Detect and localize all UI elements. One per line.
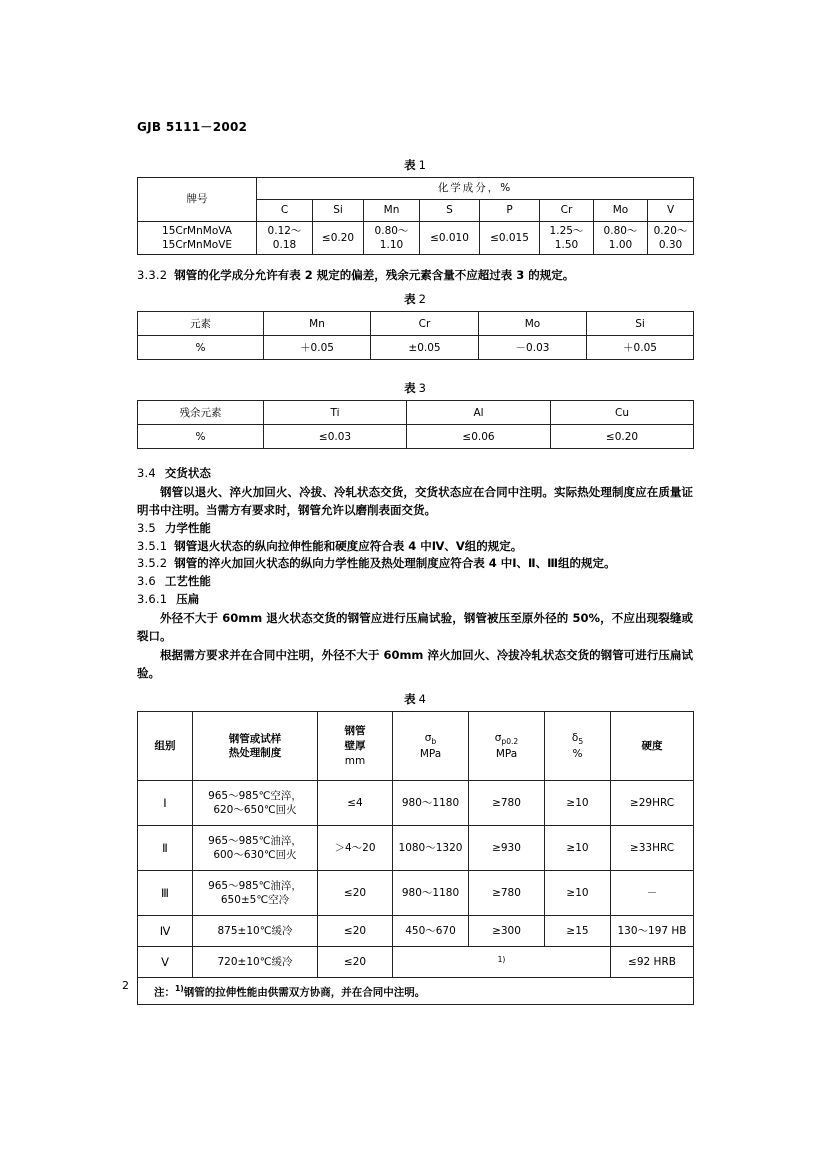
- table4-row-3-heat-treatment: [193, 871, 318, 916]
- clause-3-4-number: 3.4: [137, 466, 156, 481]
- table1-header-element-mo: Mo: [594, 200, 648, 222]
- table1-caption-number: 1: [418, 158, 426, 172]
- clause-3-3-2: [137, 267, 693, 285]
- table1-value-mn-min: 0.80～: [374, 225, 409, 237]
- table-row: [138, 401, 694, 425]
- table1-header-element-v: V: [648, 200, 694, 222]
- table4-header-sigma-p-symbol: $\sigma_{p0.2}$: [494, 732, 519, 747]
- clause-3-5-2-text: 钢管的淬火加回火状态的纵向力学性能及热处理制度应符合表 4 中Ⅰ、Ⅱ、Ⅲ组的规定。: [174, 556, 616, 571]
- table4-row-1-ht-line2: 620～650℃回火: [213, 804, 297, 817]
- clause-3-5-heading: [137, 520, 693, 538]
- table2-header-element: 元素: [138, 312, 264, 336]
- table4-header-sigma-p-unit: MPa: [495, 748, 518, 761]
- table1-value-v-min: 0.20～: [653, 225, 688, 237]
- table4-row-2-elongation: ≥10: [545, 826, 611, 871]
- table-row: [138, 871, 694, 916]
- table1-header-element-cr: Cr: [540, 200, 594, 222]
- table4-note: [138, 978, 694, 1005]
- table4-row-2-tensile: 1080～1320: [393, 826, 469, 871]
- table3-value-ti: ≤0.03: [264, 425, 407, 449]
- clause-3-5-2: [137, 555, 693, 573]
- table2-row-label-percent: %: [138, 336, 264, 360]
- table1-value-mo-min: 0.80～: [603, 225, 638, 237]
- table1-header-element-mn: Mn: [364, 200, 420, 222]
- table-row: [138, 222, 694, 255]
- table1-grade-a: 15CrMnMoVA: [162, 225, 232, 237]
- table-row: [138, 425, 694, 449]
- table1-value-c-max: 0.18: [272, 239, 297, 252]
- table4-row-5-wall: ≤20: [318, 947, 393, 978]
- table1-header-grade: 牌号: [138, 178, 257, 222]
- table4-header-heat-treatment-line2: 热处理制度: [228, 747, 282, 760]
- table3-caption-number: 3: [418, 381, 426, 396]
- table4-header-wall-line1: 钢管: [344, 725, 366, 738]
- table4-row-1-yield: ≥780: [469, 781, 545, 826]
- clause-3-3-2-number: 3.3.2: [137, 268, 168, 283]
- table-row: [138, 781, 694, 826]
- table3-header-cu: Cu: [551, 401, 694, 425]
- table4-header-group: 组别: [138, 712, 193, 781]
- table1-value-c: [257, 222, 313, 255]
- table2-caption-label: 表: [404, 292, 416, 307]
- table4-row-1-heat-treatment: [193, 781, 318, 826]
- table4-header-yield-strength: [469, 712, 545, 781]
- table4-row-5-heat-treatment: 720±10℃缓冷: [193, 947, 318, 978]
- table4-row-3-group: Ⅲ: [138, 871, 193, 916]
- table4-row-2-wall: ＞4～20: [318, 826, 393, 871]
- table2-caption: [137, 291, 693, 307]
- table-row: [138, 336, 694, 360]
- table4-row-3-ht-line2: 650±5℃空冷: [220, 894, 290, 907]
- table3-caption: [137, 380, 693, 396]
- clause-3-5-number: 3.5: [137, 520, 156, 535]
- table3-value-cu: ≤0.20: [551, 425, 694, 449]
- clause-3-6-number: 3.6: [137, 574, 156, 589]
- table1-value-mn-max: 1.10: [379, 239, 404, 252]
- table4-row-1-ht-line1: 965～985℃空淬，: [208, 790, 302, 803]
- table4-row-4-group: Ⅳ: [138, 916, 193, 947]
- table1-grade-e: 15CrMnMoVE: [161, 239, 233, 252]
- table4-caption-number: 4: [418, 692, 426, 707]
- table4-header-wall-thickness: [318, 712, 393, 781]
- table4-row-1-wall: ≤4: [318, 781, 393, 826]
- table-row: [138, 312, 694, 336]
- table4-row-4-hardness: 130～197 HB: [611, 916, 694, 947]
- table1-value-v: [648, 222, 694, 255]
- table3-header-residual-element: 残余元素: [138, 401, 264, 425]
- table4-note-label: 注：: [154, 986, 175, 999]
- table-row: [138, 826, 694, 871]
- table-4-mechanical-properties: [137, 711, 694, 1005]
- clause-3-5-1-number: 3.5.1: [137, 538, 168, 553]
- table4-row-5-footnote-marker: 1): [497, 954, 506, 964]
- table2-header-si: Si: [587, 312, 694, 336]
- table3-value-al: ≤0.06: [407, 425, 551, 449]
- table4-row-3-hardness: －: [611, 871, 694, 916]
- table1-value-c-min: 0.12～: [267, 225, 302, 237]
- table4-header-delta-unit: %: [572, 748, 583, 761]
- table4-header-sigma-b-subscript: b: [431, 737, 437, 747]
- clause-3-6-1-title: 压扁: [176, 592, 200, 606]
- table1-header-element-c: C: [257, 200, 313, 222]
- page-content: [137, 118, 693, 1005]
- table2-value-mn: ＋0.05: [264, 336, 371, 360]
- table4-row-2-heat-treatment: [193, 826, 318, 871]
- table4-header-heat-treatment: [193, 712, 318, 781]
- table4-header-sigma-b-symbol: $\sigma_b$: [424, 732, 437, 747]
- table4-header-wall-line2: 壁厚: [344, 740, 366, 753]
- clause-3-6-1-heading: [137, 591, 693, 609]
- table1-value-mo-max: 1.00: [608, 239, 633, 252]
- table1-value-cr-max: 1.50: [554, 239, 579, 252]
- table1-value-p: ≤0.015: [480, 222, 540, 255]
- table-row: [138, 947, 694, 978]
- table-row: [138, 978, 694, 1005]
- table4-row-2-yield: ≥930: [469, 826, 545, 871]
- table4-header-wall-unit: mm: [344, 754, 366, 767]
- table4-row-4-yield: ≥300: [469, 916, 545, 947]
- table4-caption: [137, 691, 693, 707]
- running-head-standard-number: GJB 5111－2002: [137, 120, 248, 134]
- clause-3-4-body: 钢管以退火、淬火加回火、冷拔、冷轧状态交货，交货状态应在合同中注明。实际热处理制度应在质量证明书中注明。当需方有要求时，钢管允许以磨削表面交货。: [137, 484, 693, 518]
- table-2-composition-deviation: [137, 311, 694, 360]
- table-1-chemical-composition: [137, 177, 694, 255]
- clause-3-6-1-body-2: 根据需方要求并在合同中注明，外径不大于 60mm 淬火加回火、冷拔冷轧状态交货的钢管可进行压扁试验。: [137, 647, 693, 680]
- table4-row-4-tensile: 450～670: [393, 916, 469, 947]
- table1-header-element-p: P: [480, 200, 540, 222]
- clause-3-6-title: 工艺性能: [164, 574, 211, 589]
- table1-value-si: ≤0.20: [313, 222, 364, 255]
- table4-row-3-elongation: ≥10: [545, 871, 611, 916]
- table1-caption-label: 表: [404, 158, 416, 172]
- clause-3-6-1-body-1: 外径不大于 60mm 退火状态交货的钢管应进行压扁试验，钢管被压至原外径的 50%，不应出现裂缝或裂口。: [137, 610, 693, 644]
- table4-row-1-group: Ⅰ: [138, 781, 193, 826]
- table4-header-elongation: [545, 712, 611, 781]
- table1-value-cr-min: 1.25～: [549, 225, 584, 237]
- clause-3-6-heading: [137, 573, 693, 591]
- table1-value-cr: [540, 222, 594, 255]
- clause-3-4-title: 交货状态: [164, 466, 211, 481]
- table4-row-2-group: Ⅱ: [138, 826, 193, 871]
- table3-header-al: Al: [407, 401, 551, 425]
- table1-cell-grades: [138, 222, 257, 255]
- table4-header-tensile-strength: [393, 712, 469, 781]
- table4-row-3-yield: ≥780: [469, 871, 545, 916]
- table-row: [138, 712, 694, 781]
- table4-row-1-hardness: ≥29HRC: [611, 781, 694, 826]
- table1-header-element-s: S: [420, 200, 480, 222]
- table2-header-mo: Mo: [479, 312, 587, 336]
- table4-row-4-heat-treatment: 875±10℃缓冷: [193, 916, 318, 947]
- table1-value-v-max: 0.30: [658, 239, 683, 252]
- table4-caption-label: 表: [404, 692, 416, 707]
- table2-value-si: ＋0.05: [587, 336, 694, 360]
- table1-value-mo: [594, 222, 648, 255]
- table4-header-delta-symbol: $\delta_5$: [571, 732, 584, 747]
- clause-3-5-1: [137, 538, 693, 556]
- clause-3-4-heading: [137, 465, 693, 483]
- table4-header-sigma-p-subscript: p0.2: [501, 737, 519, 747]
- table1-header-element-si: Si: [313, 200, 364, 222]
- clause-3-5-1-text: 钢管退火状态的纵向拉伸性能和硬度应符合表 4 中Ⅳ、Ⅴ组的规定。: [174, 538, 523, 553]
- table4-header-heat-treatment-line1: 钢管或试样: [228, 732, 282, 745]
- table4-row-2-hardness: ≥33HRC: [611, 826, 694, 871]
- clause-3-6-1-number: 3.6.1: [137, 592, 168, 606]
- table4-header-hardness: 硬度: [611, 712, 694, 781]
- page-number: 2: [122, 979, 129, 992]
- table4-row-2-ht-line2: 600～630℃回火: [213, 849, 297, 862]
- table-row: [138, 916, 694, 947]
- table1-header-composition: 化学成分，%: [257, 178, 694, 200]
- table4-row-3-wall: ≤20: [318, 871, 393, 916]
- table4-row-3-ht-line1: 965～985℃油淬，: [208, 880, 302, 893]
- table2-caption-number: 2: [418, 292, 426, 307]
- table4-row-2-ht-line1: 965～985℃油淬，: [208, 835, 302, 848]
- table3-caption-label: 表: [404, 381, 416, 396]
- clause-3-5-title: 力学性能: [164, 520, 211, 535]
- table4-row-5-group: Ⅴ: [138, 947, 193, 978]
- table4-row-1-tensile: 980～1180: [393, 781, 469, 826]
- table2-value-mo: －0.03: [479, 336, 587, 360]
- table-row: [138, 178, 694, 200]
- table4-row-1-elongation: ≥10: [545, 781, 611, 826]
- table4-header-delta-subscript: 5: [578, 737, 584, 747]
- table2-value-cr: ±0.05: [371, 336, 479, 360]
- table1-caption: [137, 157, 693, 173]
- table4-row-3-tensile: 980～1180: [393, 871, 469, 916]
- table-3-residual-elements: [137, 400, 694, 449]
- clause-3-5-2-number: 3.5.2: [137, 556, 168, 571]
- table4-row-4-wall: ≤20: [318, 916, 393, 947]
- table3-row-label-percent: %: [138, 425, 264, 449]
- table4-row-4-elongation: ≥15: [545, 916, 611, 947]
- table4-note-text: 钢管的拉伸性能由供需双方协商，并在合同中注明。: [183, 986, 426, 999]
- table2-header-mn: Mn: [264, 312, 371, 336]
- table4-note-marker: 1): [175, 983, 184, 993]
- table4-header-sigma-b-unit: MPa: [419, 748, 442, 761]
- table4-row-5-tensile-merged: [393, 947, 611, 978]
- table3-header-ti: Ti: [264, 401, 407, 425]
- table1-value-s: ≤0.010: [420, 222, 480, 255]
- table2-header-cr: Cr: [371, 312, 479, 336]
- table1-value-mn: [364, 222, 420, 255]
- clause-3-3-2-text: 钢管的化学成分允许有表 2 规定的偏差，残余元素含量不应超过表 3 的规定。: [174, 268, 575, 283]
- table4-row-5-hardness: ≤92 HRB: [611, 947, 694, 978]
